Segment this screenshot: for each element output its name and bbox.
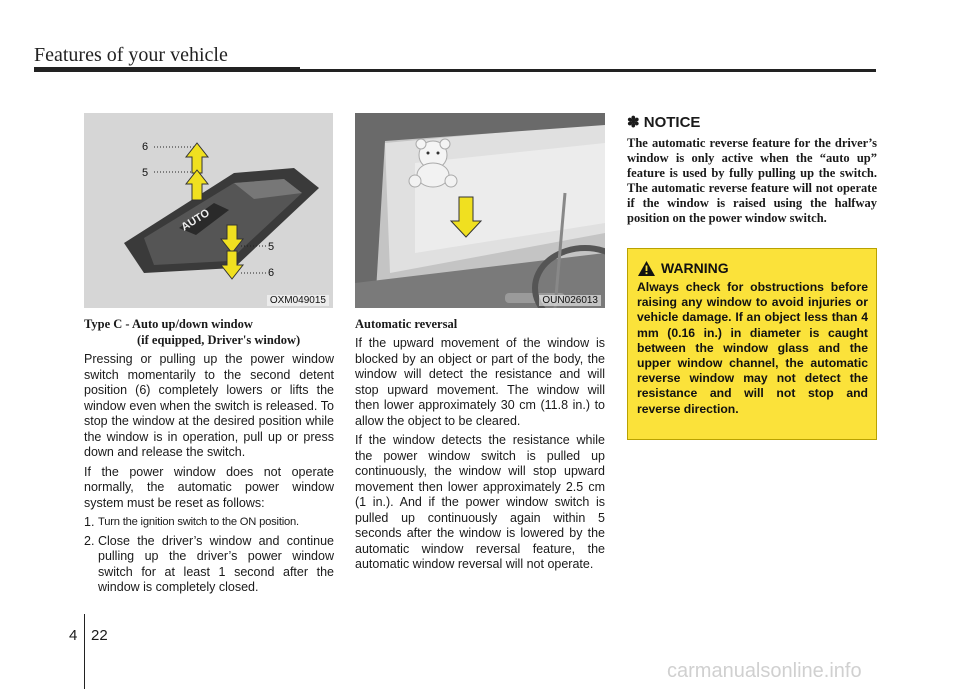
detent-label-down-outer: 6: [268, 267, 275, 279]
section-heading-subtitle: (if equipped, Driver's window): [137, 333, 301, 347]
figure-code: OXM049015: [267, 295, 329, 306]
auto-window-section: [84, 316, 334, 599]
detent-label-down-inner: 5: [268, 241, 275, 253]
warning-title: WARNING: [661, 260, 729, 276]
list-item-text: Close the driver’s window and continue pulling up the driver’s power window switch for at least 1 second after the window is completely closed.: [98, 533, 334, 594]
detent-label-up-inner: 5: [142, 167, 149, 179]
switch-auto-label: AUTO: [179, 206, 212, 234]
notice-block: [627, 113, 877, 226]
warning-header: [638, 260, 729, 276]
warning-triangle-icon: [638, 261, 655, 276]
list-item-number: 2.: [84, 533, 95, 548]
paragraph: Pressing or pulling up the power window switch momentarily to the second detent position (6) completely lowers or lifts the window even when the switch is released. To stop the window at the desired position while the window is in operation, pull up or press down and release the switch.: [84, 352, 334, 459]
list-item: [84, 515, 334, 531]
section-heading: Type C - Auto up/down window: [84, 317, 253, 331]
figure-code: OUN026013: [539, 295, 601, 306]
footer-divider: [84, 614, 85, 689]
detent-label-up-outer: 6: [142, 141, 149, 153]
watermark: carmanualsonline.info: [667, 660, 862, 682]
list-item-text: Turn the ignition switch to the ON position.: [98, 516, 299, 528]
window-switch-drawing: [84, 113, 333, 308]
notice-text: The automatic reverse feature for the driver’s window is only active when the “auto up” feature is used by fully pulling up the switch. The automatic reverse feature will not operate if the window is raised using the halfway position on the power window switch.: [627, 136, 877, 225]
window-switch-illustration: [84, 113, 333, 308]
notice-star-icon: ✽: [627, 114, 640, 131]
section-title: Features of your vehicle: [34, 44, 228, 66]
warning-text: Always check for obstructions before raising any window to avoid injuries or vehicle damage. If an object less than 4 mm (0.16 in.) in diameter is caught between the window glass and the upper window channel, the automatic reverse window may not detect the resistance and will not stop and reverse direction.: [637, 280, 868, 416]
paragraph: If the window detects the resistance while the power window switch is pulled up continuously, the window will stop upward movement then lower approximately 2.5 cm (1 in.). And if the power window switch is pulled up continuously again within 5 seconds after the window is lowered by the automatic window reversal feature, the automatic window reversal will not operate.: [355, 433, 605, 571]
notice-title: [627, 113, 877, 131]
header-rule-accent: [34, 67, 300, 72]
window-reversal-illustration: [355, 113, 605, 308]
paragraph: If the power window does not operate normally, the automatic power window system must be reset as follows:: [84, 464, 334, 510]
reset-steps-list: [84, 515, 334, 596]
warning-box: [627, 248, 877, 440]
page-number: 22: [91, 627, 108, 644]
section-heading: Automatic reversal: [355, 317, 458, 331]
list-item: [84, 534, 334, 596]
automatic-reversal-section: [355, 316, 605, 577]
notice-title-text: NOTICE: [643, 114, 701, 131]
list-item-number: 1.: [84, 515, 95, 529]
chapter-number: 4: [69, 627, 78, 644]
paragraph: If the upward movement of the window is blocked by an object or part of the body, the window will detect the resistance and will stop upward movement. The window will then lower approximately 30 cm (11.8 in.) to allow the object to be cleared.: [355, 336, 605, 428]
window-reversal-drawing: [355, 113, 605, 308]
